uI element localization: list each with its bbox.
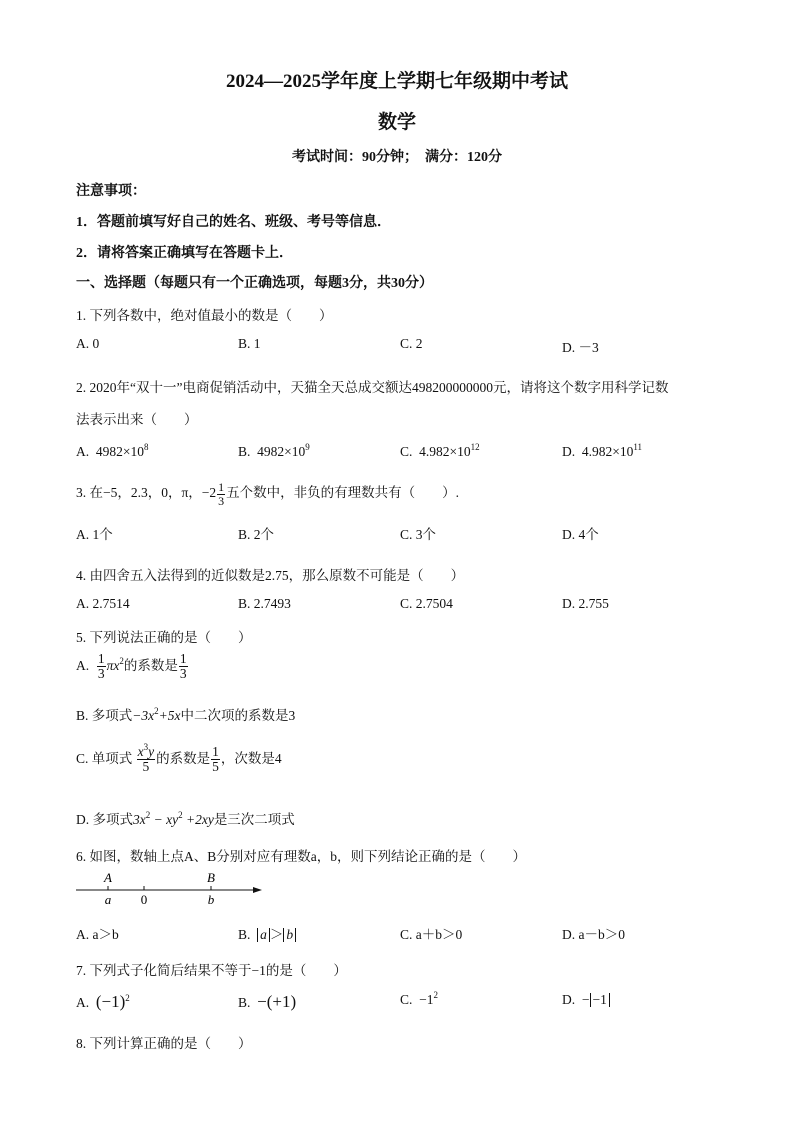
question-2-stem-line1: 2. 2020年“双十一”电商促销活动中，天猫全天总成交额达498200000000元，请将这个数字用科学记数 [76,380,669,395]
q1-option-c[interactable]: C. 2 [400,336,423,351]
axis-arrow-icon [253,887,262,893]
fraction-numerator: 1 [212,744,219,759]
option-label: A. [76,444,90,459]
fraction-numerator: 1 [97,651,105,666]
q2-option-b[interactable] [238,444,310,460]
math-expr: −(+1) [257,992,297,1011]
option-label: B. [238,927,251,942]
exponent: 2 [433,990,439,1000]
number-line-figure [70,868,270,908]
fraction [97,652,106,681]
q6-option-d[interactable]: D. a－b＞0 [562,927,625,942]
notes-heading: 注意事项： [76,184,146,199]
option-label: A. [76,657,90,673]
section-heading: 一、选择题（每题只有一个正确选项，每题3分，共30分） [76,276,433,291]
exponent: 2 [125,993,130,1003]
point-b-label: B [207,870,215,885]
math-expr: 3x [133,812,146,827]
q7-option-c[interactable] [400,992,438,1008]
option-label: B. [238,995,251,1010]
exponent: 2 [119,655,124,666]
question-2-stem-line2: 法表示出来（ ） [76,412,198,427]
note-item: 1．答题前填写好自己的姓名、班级、考号等信息． [76,215,391,230]
q3-option-c[interactable]: C. 3个 [400,527,437,542]
exponent: 11 [633,442,643,452]
exponent: 8 [144,442,149,452]
q1-option-d[interactable]: D. －3 [562,340,599,355]
fraction [211,745,220,774]
q3-option-d[interactable]: D. 4个 [562,527,599,542]
option-expr: 4.982×10 [419,444,471,459]
q5-option-d[interactable] [76,808,295,828]
point-a-var: a [104,892,112,907]
math-expr: πx [106,657,120,673]
exponent: 9 [305,442,310,452]
fraction-denominator: 5 [212,759,219,775]
stem-text: 五个数中，非负的有理数共有（ ）. [226,485,460,501]
zero-label: 0 [140,892,148,907]
option-text: C. 单项式 [76,750,133,766]
abs-value: −1 [590,993,610,1007]
point-a-label: A [104,870,112,885]
option-label: A. [76,995,90,1010]
math-expr: +5x [158,708,181,723]
option-label: B. [238,444,251,459]
option-text: D. 多项式 [76,812,133,827]
q6-option-c[interactable]: C. a＋b＞0 [400,927,463,942]
math-expr: − xy [150,812,179,827]
q4-option-b[interactable]: B. 2.7493 [238,596,291,611]
q3-option-a[interactable]: A. 1个 [76,527,113,542]
exponent: 2 [145,810,151,820]
note-item: 2．请将答案正确填写在答题卡上． [76,246,293,261]
abs-value: a [257,928,270,942]
q4-option-a[interactable]: A. 2.7514 [76,596,130,611]
math-op: ＞ [269,927,284,942]
q7-option-d[interactable] [562,992,610,1008]
q3-option-b[interactable]: B. 2个 [238,527,275,542]
stem-text: 3. 在−5，2.3，0，π，−2 [76,485,217,501]
q6-option-a[interactable]: A. a＞b [76,927,119,942]
q4-option-c[interactable]: C. 2.7504 [400,596,453,611]
q7-option-b[interactable] [238,992,296,1012]
exponent: 2 [178,810,183,820]
option-expr: 4982×10 [95,444,144,459]
q1-option-b[interactable]: B. 1 [238,336,261,351]
option-label: C. [400,444,413,459]
q5-option-b[interactable] [76,704,295,724]
math-expr: +2xy [182,812,214,827]
option-text: ，次数是4 [220,750,282,766]
fraction-denominator: 3 [179,666,187,682]
math-expr: −1 [419,992,434,1007]
q7-option-a[interactable] [76,992,130,1012]
option-label: D. [562,992,576,1007]
q2-option-d[interactable] [562,444,642,460]
q2-option-a[interactable] [76,444,149,460]
q4-option-d[interactable]: D. 2.755 [562,596,609,611]
q1-option-a[interactable]: A. 0 [76,336,100,351]
option-text: 中二次项的系数是3 [180,708,296,723]
question-4-stem: 4. 由四舍五入法得到的近似数是2.75，那么原数不可能是（ ） [76,568,465,583]
option-expr: 4982×10 [257,444,306,459]
question-7-stem: 7. 下列式子化简后结果不等于−1的是（ ） [76,963,347,978]
exponent: 2 [154,706,159,716]
math-expr: −3x [132,708,155,723]
fraction-denominator: 3 [97,666,105,682]
fraction-numerator: 1 [218,480,225,494]
question-3-stem [76,481,459,507]
q5-option-c[interactable] [76,742,282,775]
fraction [179,652,188,681]
option-label: C. [400,992,413,1007]
fraction-numerator: $x^3y$ [137,742,155,759]
exam-title: 2024—2025学年度上学期七年级期中考试 [225,71,568,92]
q6-option-b[interactable] [238,923,296,943]
fraction [217,481,225,507]
math-expr: − [581,992,590,1007]
subject-title: 数学 [377,112,416,133]
option-label: D. [562,444,576,459]
fraction [137,742,156,775]
option-text: 的系数是 [156,750,211,766]
question-1-stem: 1. 下列各数中，绝对值最小的数是（ ） [76,308,333,323]
question-6-stem: 6. 如图，数轴上点A、B分别对应有理数a，b，则下列结论正确的是（ ） [76,849,526,864]
q5-option-a[interactable] [76,652,189,681]
option-text: B. 多项式 [76,708,133,723]
q2-option-c[interactable] [400,444,480,460]
option-text: 的系数是 [123,657,178,673]
question-8-stem: 8. 下列计算正确的是（ ） [76,1036,252,1051]
option-expr: 4.982×10 [581,444,634,459]
exponent: 12 [470,442,480,452]
option-text: 是三次二项式 [213,812,295,827]
fraction-denominator: 3 [218,493,225,508]
abs-value: b [283,928,296,942]
exam-info: 考试时间：90分钟； 满分：120分 [292,150,502,165]
fraction-denominator: 5 [142,759,150,775]
math-expr: (−1) [95,992,126,1011]
question-5-stem: 5. 下列说法正确的是（ ） [76,630,252,645]
point-b-var: b [207,892,215,907]
fraction-numerator: 1 [179,651,187,666]
